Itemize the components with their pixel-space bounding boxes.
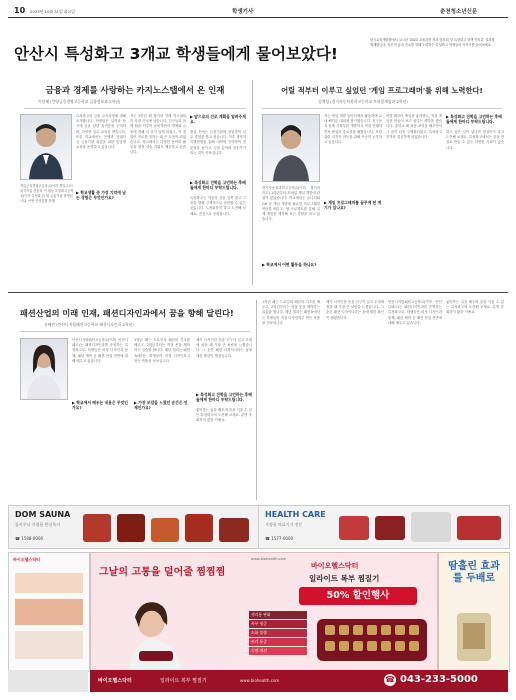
- ad2-sub: 가정용 의료기기 전문: [265, 522, 303, 527]
- ad-footer-bar[interactable]: [90, 670, 508, 692]
- article3-col1: 안산디지털패션고등학교(이하 안산디패고)는 패션디자인과를 운영하는 특성화고로, 학생들은 의상 디자인과 봉제, 패턴 제작 등 패션 산업 전반에 대해 배우고 있습니다.: [72, 338, 128, 363]
- ad-right-side[interactable]: [438, 552, 510, 672]
- article2-title: 어릴 적부터 이루고 싶었던 '게임 프로그래머'를 위해 노력한다!: [281, 86, 483, 95]
- ad3-brand: 바이오헬스닥터: [311, 562, 359, 570]
- masthead-page-number: 10: [14, 6, 26, 15]
- model-woman-image: [111, 597, 231, 669]
- masthead-paper: 춘천청소년신문: [440, 9, 478, 15]
- article1-col4: 특성화고는 자신의 꿈을 일찍 찾고 그 꿈을 향해 구체적으로 준비할 수 있는 곳입니다. 두려워하지 말고 도전해 보세요. 진심으로 응원합니다.: [190, 196, 246, 216]
- article3-title: 패션산업의 미래 인재, 패션디자인과에서 꿈을 향해 달린다!: [20, 308, 234, 318]
- ad2-tel: ☎ 1577-0000: [265, 536, 294, 541]
- article3-continued: 1학년 때는 드로잉과 패턴의 기초를 배우고, 2학년부터는 직접 옷을 제작하는 실습을 합니다. 매년 열리는 패션쇼에서는 학생들이 직접 디자인하고 만든 작품을 선보입니다.: [262, 300, 320, 325]
- ad-small-left-brand: 바이오헬스닥터: [13, 557, 41, 562]
- ad2-brand: HEALTH CARE: [265, 510, 326, 519]
- article2-question2: ▶ 게임 프로그래머를 꿈꾸게 된 계기가 있나요?: [324, 200, 382, 211]
- ad-small-left[interactable]: [8, 552, 90, 672]
- student-photo-3: [20, 338, 68, 400]
- ad-health-care[interactable]: [258, 505, 510, 549]
- ad1-sub: 돔사우나 가정용 반신욕기: [15, 522, 61, 527]
- article3-question1: ▶ 학교에서 배우는 내용은 무엇인가요?: [72, 400, 128, 411]
- ad-biohealth-main[interactable]: [90, 552, 438, 672]
- ad3-tagline: 그날의 고통을 덜어줄 찜찜찜: [99, 567, 226, 578]
- intro-text: 한국교육개발원에서 실시한 '2023 교육과정 성과 발표회 및 특성화고 학생 인터뷰' 결과를 게재합니다. 자신의 꿈과 진로를 향해 노력하는 특성화고 학생들의 이야기를 들어보세요.: [370, 38, 495, 47]
- article1-byline: 이담혜 (안양금융경영고등학교 금융정보과 2학년): [38, 99, 121, 104]
- article3-col2: 1학년 때는 드로잉과 패턴의 기초를 배우고, 2학년부터는 직접 옷을 제작하는 실습을 합니다. 매년 열리는 패션쇼에서는 학생들이 직접 디자인하고 만든 작품을 선보입니다.: [134, 338, 190, 363]
- article2-question1: ▶ 학교에서 어떤 활동을 하나요?: [262, 262, 317, 267]
- ad-footer-tel: 043-233-5000: [400, 674, 478, 685]
- article2-question3: ▶ 특성화고 진학을 고민하는 후배들에게 한마디 부탁드립니다.: [446, 114, 502, 125]
- ad-footer-brand: 바이오헬스닥터: [98, 678, 132, 684]
- belt-product-image: [313, 611, 433, 667]
- article1-title: 금융과 경제를 사랑하는 카지노스탭에서 온 인재: [45, 86, 225, 96]
- ad-dom-sauna[interactable]: [8, 505, 260, 549]
- article3-byline: 유혜린 (안산디지털패션고등학교 패션디자인과 2학년): [44, 322, 134, 327]
- article2-col3: 어릴 때부터 게임을 좋아했고, 직접 게임을 만들어 보고 싶다는 생각을 했습니다. 중학교 때 처음 코딩을 배우면서 그 꿈이 더욱 구체화되었고, 특성화고 진학을 결심하게 되었습니다.: [386, 114, 442, 139]
- health-product-images: [339, 510, 503, 548]
- article1-question2: ▶ 앞으로의 진로 계획을 알려주세요.: [190, 114, 246, 125]
- ad3-category-list: [249, 611, 307, 655]
- ad3-cat-1: 생리통 완화: [249, 611, 307, 619]
- article1-col1: 특성화고의 금융 교육과정에 대해 소개합니다. 학생들은 입학과 동시에 금융 관련 자격증을 준비하며, 다양한 실무 교육을 받습니다. 또한 학교에서는 은행과 증권사 등 금융기관 취업을 위한 맞춤형 교육을 운영하고 있습니다.: [76, 114, 126, 150]
- article3-col3: 제가 디자인한 옷을 친구가 입고 무대에 섰을 때 가장 큰 보람을 느꼈습니다. 그 순간 패션 디자이너라는 꿈에 대한 확신이 생겼습니다.: [196, 338, 252, 358]
- ad3-cat-2: 복부 냉증: [249, 620, 307, 628]
- ad3-discount-badge: [299, 587, 417, 605]
- ad-footer-product: 일라이트 복부 찜질기: [160, 678, 207, 684]
- article1-caption: 경일금융경영고등학교(이하 경일고)의 외식사업 전문과 이 세상 특성화고등학교(이하 특성화고) 외 금융기관 학생입니다. 이번 인터뷰를 통해: [20, 184, 74, 203]
- article3-continued-2: 제가 디자인한 옷을 친구가 입고 무대에 섰을 때 가장 큰 보람을 느꼈습니다. 그 순간 패션 디자이너라는 꿈에 대한 확신이 생겼습니다.: [326, 300, 384, 320]
- phone-icon: ☎: [385, 675, 395, 684]
- article1-question3: ▶ 특성화고 진학을 고민하는 후배들에게 한마디 부탁드립니다.: [190, 180, 246, 191]
- article1-col3: 졸업 후에는 금융기관에 취업하여 실무 경험을 쌓고 싶습니다. 이후 재직자 특별전형을 통해 대학에 진학하여 전문성을 높이고, 금융 분야의 전문가가 되는 것이 목표입니다.: [190, 130, 246, 155]
- ad3-url: www.biohealth.com: [251, 557, 287, 561]
- article3-continued-3: 안산디지털패션고등학교(이하 안산디패고)는 패션디자인과를 운영하는 특성화고로, 학생들은 의상 디자인과 봉제, 패턴 제작 등 패션 산업 전반에 대해 배우고 있습니다.: [388, 300, 442, 325]
- ad3-cat-5: 숙면 개선: [249, 647, 307, 655]
- masthead-section: 학생기사: [232, 9, 254, 15]
- student-photo-2: [262, 114, 320, 182]
- ad3-cat-4: 허리 통증: [249, 638, 307, 646]
- article2-col1: 경기자동차과학고등학교(이하 경기자과고) 1학년부터 모바일 게임 개발에 관심이 많았습니다. 학교에서는 유니티와 C# 등 게임 개발에 필요한 프로그래밍 언어를 배우고, 팀 프로젝트를 통해 실제 게임을 제작해 보는 경험을 하고 있습니다.: [262, 186, 320, 222]
- article2-col2: 저는 게임 개발 동아리에서 활동하며 교내 해커톤 대회에 참가했습니다. 친구들과 함께 기획부터 개발까지 직접 진행하면서 협업의 중요성을 배웠습니다. 또한 관련 자격증 취득을 위해 꾸준히 공부하고 있습니다.: [324, 114, 382, 145]
- article1-col2: 저는 1학년 때 참가한 경제 경시대회가 가장 기억에 남습니다. 친구들과 함께 팀을 이루어 준비하면서 경제와 금융에 대해 더 깊이 알게 되었고, 이 경험이 진로를 정하는 데 큰 도움이 되었습니다. 학교에서는 다양한 동아리 활동과 현장 실습 기회도 제공하고 있습니다.: [130, 114, 186, 155]
- headline: 안산시 특성화고 3개교 학생들에게 물어보았다!: [14, 45, 338, 63]
- article3-question3: ▶ 특성화고 진학을 고민하는 후배들에게 한마디 부탁드립니다.: [196, 392, 252, 403]
- ad-footer-url: www.biohealth.com: [240, 678, 280, 683]
- ad-small-left-footer: [8, 670, 88, 692]
- sauna-product-images: [83, 510, 253, 548]
- article1-question1: ▶ 학교생활 중 가장 기억에 남는 경험은 무엇인가요?: [76, 190, 126, 201]
- article2-byline: 김예성 (경기자동차과학고등학교 모바일게임과 2학년): [318, 99, 408, 104]
- masthead-date: 2023년 10월 31일 화요일: [30, 9, 75, 14]
- masthead-rule: [8, 17, 508, 18]
- ad3-product: 일라이트 복부 찜질기: [309, 574, 380, 583]
- ad3-discount: 50% 할인행사: [326, 590, 390, 601]
- ad1-tel: ☎ 1588-0000: [15, 536, 44, 541]
- article3-col4: 좋아하는 일을 배우며 꿈을 키울 수 있는 특성화고에 도전해 보세요. 분명 후회하지 않을 거예요.: [196, 408, 252, 423]
- ad1-brand: DOM SAUNA: [15, 510, 71, 519]
- ad3-cat-3: 소화 불량: [249, 629, 307, 637]
- student-photo-1: [20, 114, 72, 180]
- ad-right-text: 땀흘린 효과를 두배로: [448, 561, 500, 584]
- article3-question2: ▶ 가장 보람을 느꼈던 순간은 언제인가요?: [134, 400, 188, 411]
- article2-col4: 하고 싶은 일이 있다면 망설이지 말고 도전해 보세요. 특성화고에서는 꿈을 현실로 만들 수 있는 다양한 기회가 있습니다.: [446, 130, 504, 150]
- article3-col4-right: 좋아하는 일을 배우며 꿈을 키울 수 있는 특성화고에 도전해 보세요. 분명 후회하지 않을 거예요.: [446, 300, 504, 315]
